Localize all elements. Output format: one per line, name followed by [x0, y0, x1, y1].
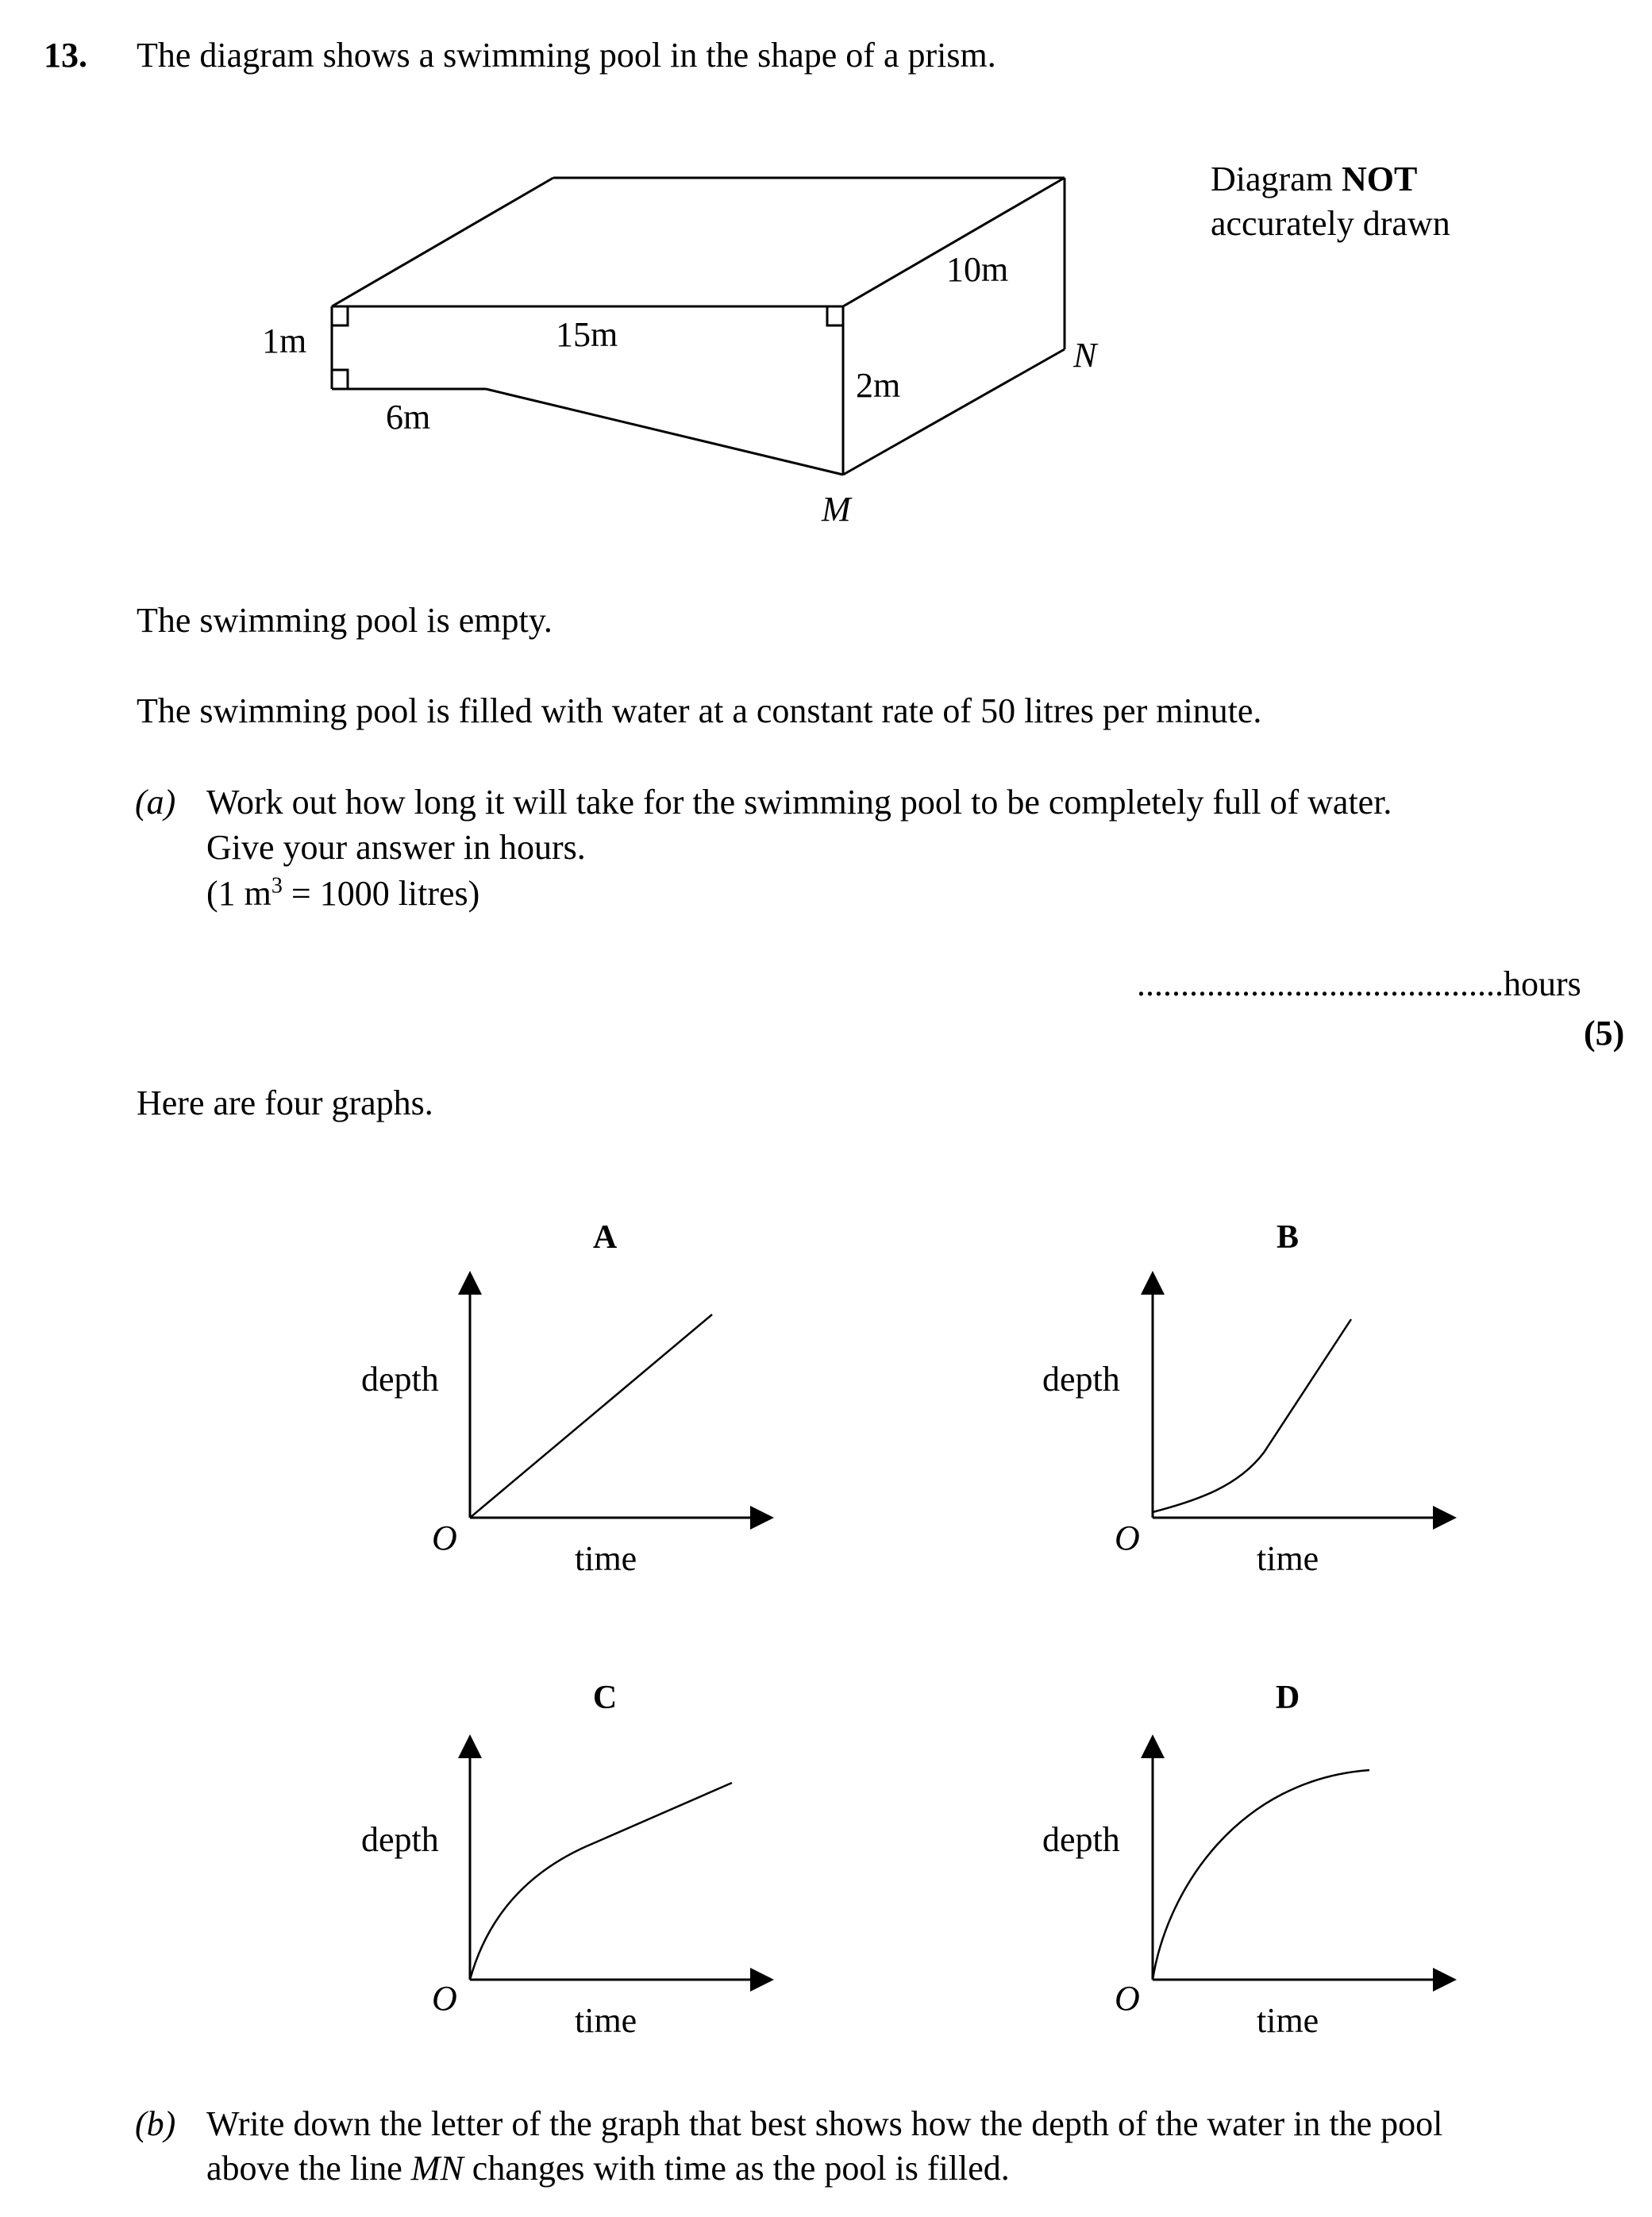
diagram-note-rest: accurately drawn — [1211, 204, 1450, 243]
graph-letter: B — [1276, 1219, 1300, 1256]
pool-edge — [486, 389, 843, 475]
x-axis-label: time — [1257, 2001, 1319, 2040]
x-axis-label: time — [1257, 1539, 1319, 1578]
part-b-line1: Write down the letter of the graph that best shows how the depth of the water in the pool — [206, 2104, 1443, 2143]
y-axis-label: depth — [361, 1820, 439, 1859]
label-2m: 2m — [856, 366, 901, 405]
answer-line-a[interactable] — [1137, 964, 1581, 1004]
x-axis-label: time — [575, 1539, 637, 1578]
diagram-note-word: Diagram — [1211, 160, 1333, 198]
question-number: 13. — [44, 36, 87, 75]
graph-curve — [1153, 1319, 1351, 1512]
part-b-line2 — [206, 2148, 1010, 2188]
origin-label: O — [1115, 1979, 1140, 2018]
graph-d — [1042, 1680, 1445, 2040]
part-a-conversion — [206, 873, 479, 914]
label-1m: 1m — [262, 321, 307, 360]
part-b-line2-pre: above the line — [206, 2149, 411, 2188]
right-angle-mark — [332, 370, 348, 389]
marks-a: (5) — [1584, 1014, 1625, 1053]
graph-b — [1042, 1219, 1445, 1578]
graph-letter: D — [1275, 1680, 1300, 1716]
part-b-line2-post: changes with time as the pool is filled. — [463, 2149, 1010, 2188]
pool-diagram — [0, 0, 1652, 572]
graph-letter: A — [592, 1219, 618, 1256]
y-axis-label: depth — [1042, 1360, 1120, 1399]
label-point-n: N — [1073, 336, 1097, 375]
question-intro: The diagram shows a swimming pool in the shape of a prism. — [137, 36, 996, 75]
y-axis-label: depth — [1042, 1820, 1120, 1859]
pool-edge — [332, 178, 553, 306]
answer-unit: hours — [1504, 964, 1581, 1003]
label-point-m: M — [822, 490, 851, 529]
part-a-line1: Work out how long it will take for the swimming pool to be completely full of water. — [206, 783, 1392, 822]
part-b-label: (b) — [135, 2104, 176, 2143]
label-15m: 15m — [556, 315, 618, 354]
graph-curve — [470, 1314, 712, 1518]
statement-empty: The swimming pool is empty. — [137, 601, 553, 640]
x-axis-label: time — [575, 2001, 637, 2040]
conversion-sup: 3 — [271, 873, 283, 899]
graphs-intro: Here are four graphs. — [137, 1083, 433, 1122]
origin-label: O — [1115, 1518, 1140, 1557]
part-a-label: (a) — [135, 783, 176, 822]
diagram-note-bold: NOT — [1341, 160, 1418, 198]
answer-dots: .......................................... — [1137, 964, 1504, 1003]
right-angle-mark — [827, 306, 843, 325]
conversion-close: = 1000 litres) — [282, 874, 480, 913]
conversion-open: (1 m — [206, 874, 271, 913]
origin-label: O — [432, 1518, 457, 1557]
graph-c — [361, 1680, 762, 2040]
graph-letter: C — [592, 1680, 618, 1716]
y-axis-label: depth — [361, 1360, 439, 1399]
part-a-line2: Give your answer in hours. — [206, 828, 586, 867]
graph-curve — [1153, 1770, 1369, 1980]
origin-label: O — [432, 1979, 457, 2018]
graphs-panel — [0, 1191, 1652, 2048]
label-10m: 10m — [946, 250, 1009, 289]
statement-rate: The swimming pool is filled with water at a constant rate of 50 litres per minute. — [137, 691, 1262, 730]
graph-a — [361, 1219, 762, 1578]
right-angle-mark — [332, 306, 348, 325]
graph-curve — [470, 1783, 732, 1980]
label-6m: 6m — [386, 398, 431, 437]
part-b-line2-mn: MN — [410, 2149, 464, 2188]
